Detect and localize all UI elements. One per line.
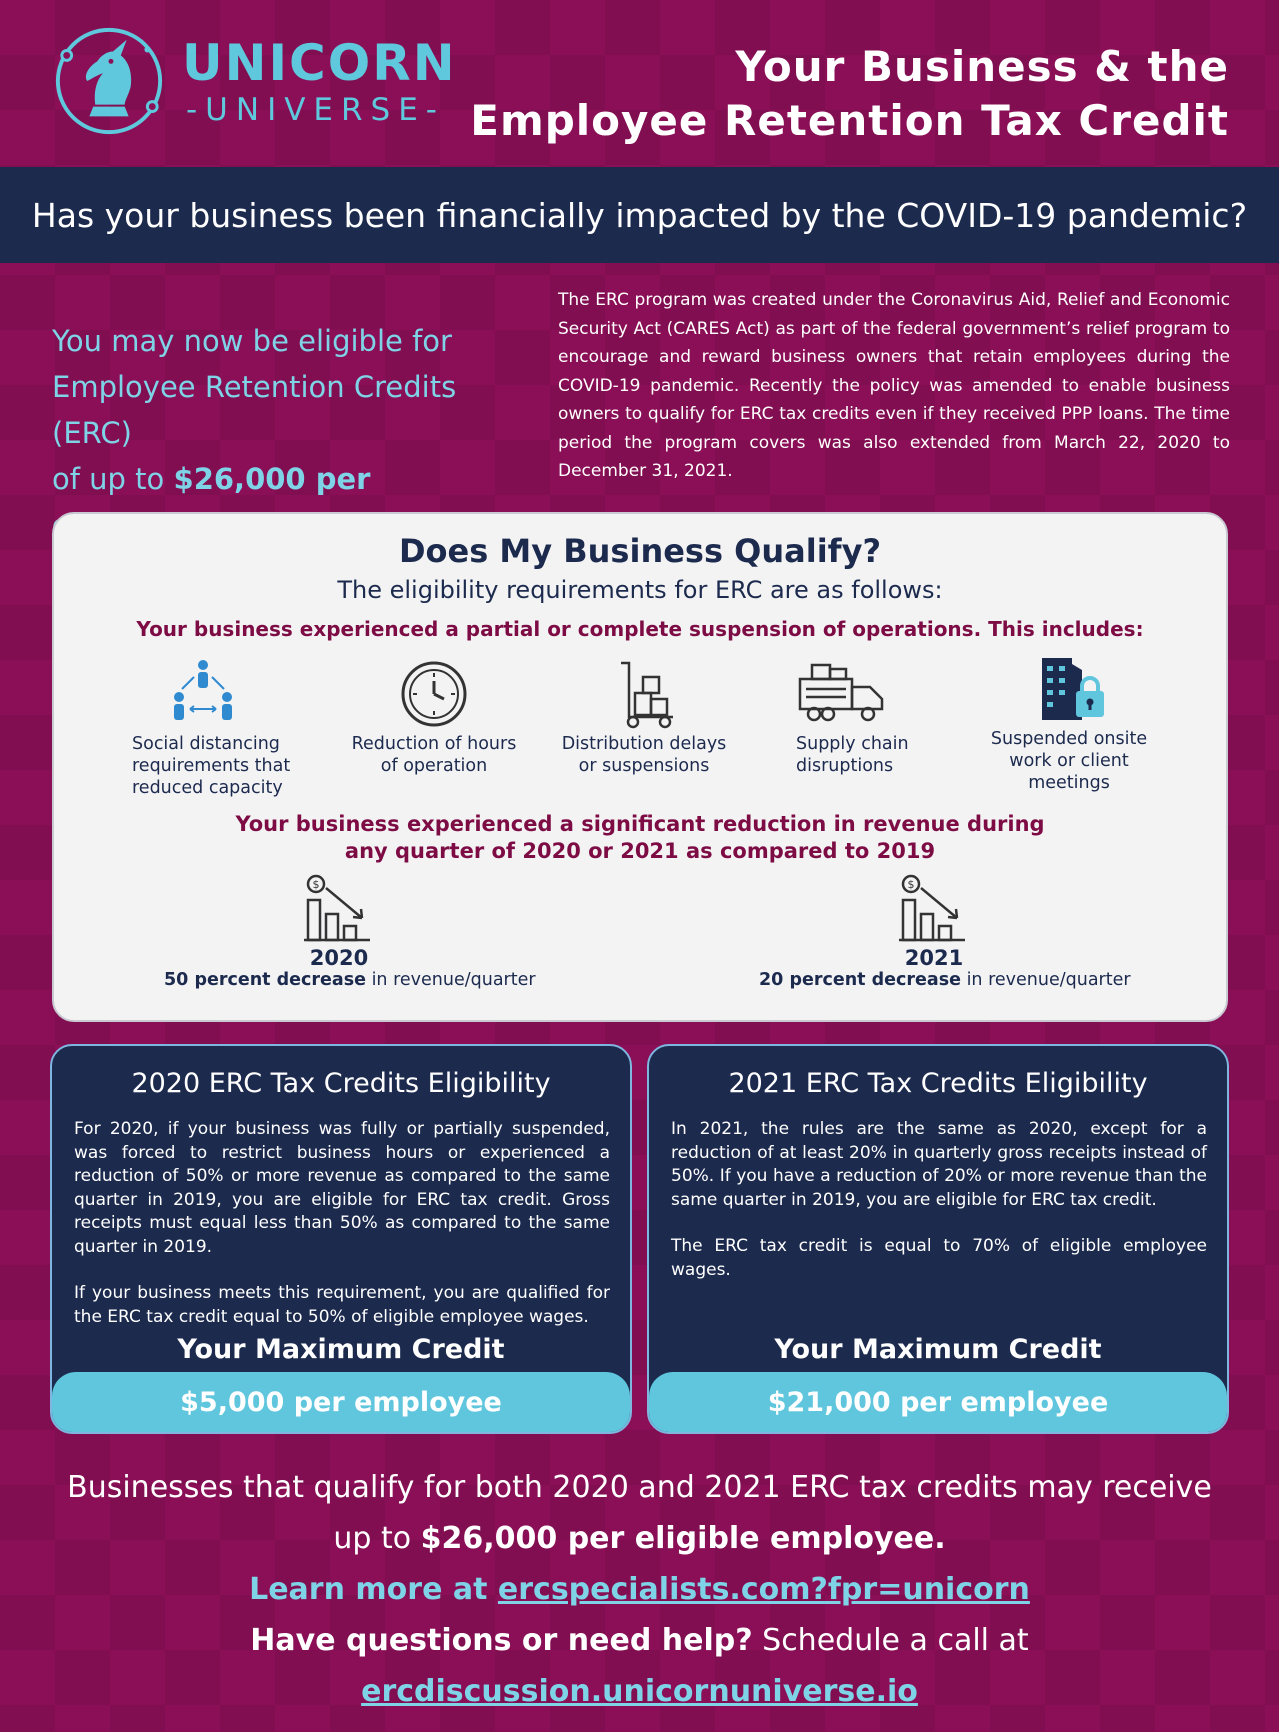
card-paragraph: For 2020, if your business was fully or partially suspended, was forced to restrict business hours or experienced a reduction of 50% or more revenue as compared to the same quarter in 2019, you are eligible for ERC tax credit. Gross receipts must equal less than 50% as compared to the same quarter in 2019.: [74, 1119, 610, 1257]
revenue-heading: [54, 811, 1226, 865]
title-line2: Employee Retention Tax Credit: [470, 96, 1229, 145]
revenue-decline-chart-icon: [899, 874, 969, 944]
header: [0, 0, 1279, 165]
revenue-year: 2020: [309, 946, 369, 970]
page-title: [470, 40, 1229, 148]
card-paragraph: In 2021, the rules are the same as 2020, except for a reduction of at least 20% in quarterly gross receipts instead of 50%. If you have a reduction of 20% or more revenue than the same quarter in 2019, you are eligible for ERC tax credit.: [671, 1119, 1207, 1210]
suspension-heading: Your business experienced a partial or complete suspension of operations. This includes:: [136, 617, 1144, 641]
reason-label: Reduction of hours of operation: [351, 734, 517, 776]
revenue-decrease: [759, 970, 1131, 990]
eligibility-line1: You may now be eligible for: [52, 324, 452, 358]
card-title: 2020 ERC Tax Credits Eligibility: [131, 1068, 551, 1099]
footer-line2-amount: $26,000 per eligible employee.: [420, 1521, 946, 1556]
eligibility-line2: Employee Retention Credits (ERC): [52, 370, 457, 450]
revenue-decrease-bold: 20 percent decrease: [759, 970, 961, 990]
eligibility-amount: $26,000 per: [173, 462, 371, 496]
card-body: [74, 1118, 610, 1329]
reason-onsite-work: [984, 654, 1154, 794]
reason-label: Suspended onsite work or client meetings: [990, 729, 1148, 793]
revenue-decrease-bold: 50 percent decrease: [164, 970, 366, 990]
card-max-label: Your Maximum Credit: [177, 1334, 505, 1365]
building-lock-icon: [1034, 654, 1104, 724]
hand-truck-icon: [609, 659, 679, 729]
revenue-heading-line2: any quarter of 2020 or 2021 as compared to 2019: [344, 839, 936, 863]
unicorn-universe-logo[interactable]: [50, 22, 457, 140]
reason-supply-chain: [796, 659, 936, 777]
footer-line1: Businesses that qualify for both 2020 and 2021 ERC tax credits may receive: [67, 1470, 1212, 1505]
card-max-amount: $21,000 per employee: [649, 1372, 1227, 1432]
logo-line2: -UNIVERSE-: [186, 92, 445, 128]
delivery-truck-icon: [796, 659, 886, 723]
social-distancing-icon: [170, 659, 236, 729]
help-question: Have questions or need help?: [250, 1623, 753, 1658]
svg-text:$: $: [312, 878, 320, 891]
ercdiscussion-link[interactable]: ercdiscussion.unicornuniverse.io: [361, 1674, 918, 1709]
qualify-subtitle: The eligibility requirements for ERC are as follows:: [337, 576, 943, 604]
revenue-decrease-rest: in revenue/quarter: [366, 970, 536, 990]
card-title: 2021 ERC Tax Credits Eligibility: [728, 1068, 1148, 1099]
footer-help: [0, 1615, 1279, 1666]
card-2021-eligibility: [647, 1044, 1229, 1434]
learn-more-label: Learn more at: [249, 1572, 498, 1607]
revenue-decrease: [164, 970, 536, 990]
reason-label: Supply chain disruptions: [796, 734, 909, 776]
logo-line1: UNICORN: [182, 34, 457, 92]
logo-wordmark: [182, 34, 457, 128]
unicorn-chess-knight-icon: [50, 22, 168, 140]
question-banner: [0, 167, 1279, 263]
revenue-2021: [759, 874, 1131, 990]
reason-label: Social distancing requirements that reduced capacity: [132, 734, 291, 798]
help-rest: Schedule a call at: [752, 1623, 1029, 1658]
revenue-heading-line1: Your business experienced a significant reduction in revenue during: [235, 812, 1045, 836]
qualify-title: Does My Business Qualify?: [398, 532, 882, 570]
erc-intro-paragraph: The ERC program was created under the Coronavirus Aid, Relief and Economic Security Act (CARES Act) as part of the federal government’s relief program to encourage and reward business owners that retain employees during the COVID-19 pandemic. Recently the policy was amended to enable business owners to qualify for ERC tax credits even if they received PPP loans. The time period the program covers was also extended from March 22, 2020 to December 31, 2021.: [558, 290, 1230, 481]
reason-social-distancing: [132, 659, 292, 799]
card-paragraph: The ERC tax credit is equal to 70% of eligible employee wages.: [671, 1236, 1207, 1280]
footer: [0, 1462, 1279, 1717]
title-line1: Your Business & the: [735, 42, 1229, 91]
footer-line2-prefix: up to: [333, 1521, 421, 1556]
ercspecialists-link[interactable]: ercspecialists.com?fpr=unicorn: [497, 1572, 1030, 1607]
footer-learn-more: [0, 1564, 1279, 1615]
revenue-year: 2021: [904, 946, 964, 970]
eligibility-line3-prefix: of up to: [52, 462, 174, 496]
footer-line2: [0, 1513, 1279, 1564]
revenue-2020: [164, 874, 536, 990]
qualify-panel: [52, 512, 1228, 1022]
revenue-decrease-rest: in revenue/quarter: [961, 970, 1131, 990]
reason-distribution-delays: [554, 659, 734, 777]
card-body: [671, 1118, 1207, 1282]
revenue-decline-chart-icon: [304, 874, 374, 944]
card-max-label: Your Maximum Credit: [774, 1334, 1102, 1365]
card-max-amount: $5,000 per employee: [52, 1372, 630, 1432]
footer-call-link-row: [0, 1666, 1279, 1717]
card-2020-eligibility: [50, 1044, 632, 1434]
reason-label: Distribution delays or suspensions: [561, 734, 727, 776]
banner-question: Has your business been financially impacted by the COVID-19 pandemic?: [31, 195, 1248, 235]
clock-icon: [399, 659, 469, 729]
reason-reduced-hours: [344, 659, 524, 777]
svg-text:$: $: [907, 878, 915, 891]
card-paragraph: If your business meets this requirement, you are qualified for the ERC tax credit equal to 50% of eligible employee wages.: [74, 1283, 610, 1327]
